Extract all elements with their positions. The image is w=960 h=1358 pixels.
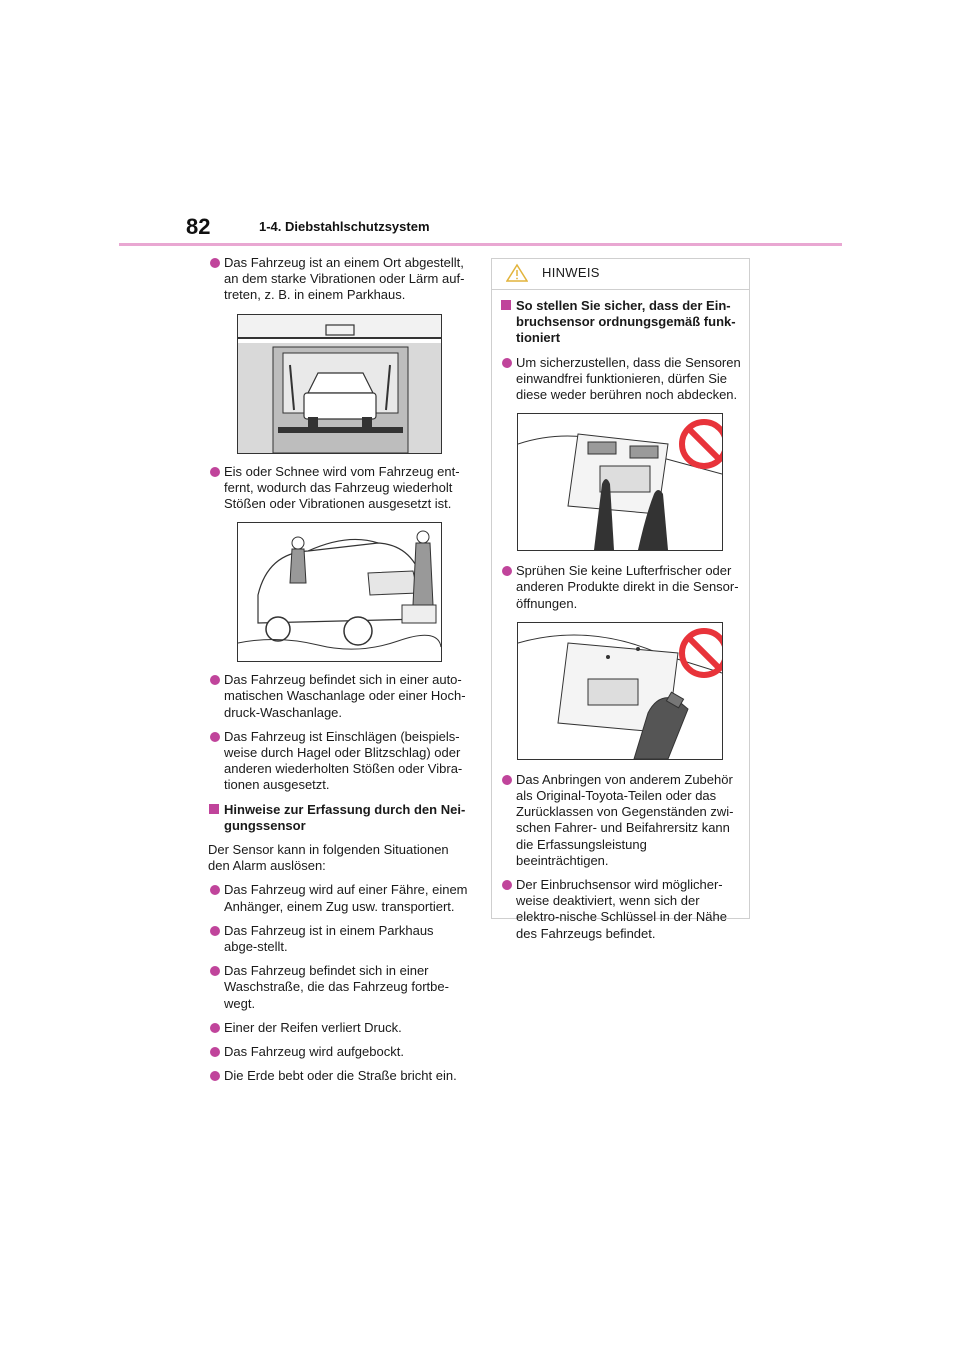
list-item: Eis oder Schnee wird vom Fahrzeug ent-fernt, wodurch das Fahrzeug wiederholt Stößen oder Vibrationen ausgesetzt ist.	[208, 464, 470, 513]
bullet-icon	[210, 1023, 220, 1033]
bullet-icon	[502, 358, 512, 368]
notice-title: HINWEIS	[542, 265, 600, 280]
bullet-icon	[502, 775, 512, 785]
notice-header	[492, 259, 749, 290]
list-item: Die Erde bebt oder die Straße bricht ein.	[208, 1068, 470, 1084]
snow-removal-illustration	[237, 522, 442, 662]
list-item: Das Fahrzeug befindet sich in einer Waschstraße, die das Fahrzeug fortbe-wegt.	[208, 963, 470, 1012]
bullet-icon	[502, 566, 512, 576]
list-item: Das Anbringen von anderem Zubehör als Original-Toyota-Teilen oder das Zurücklassen von Gegenständen zwi-schen Fahrer- und Beifahrersitz kann die Erfassungsleistung beeinträchtigen.	[500, 772, 741, 869]
paragraph: Der Sensor kann in folgenden Situationen den Alarm auslösen:	[208, 842, 449, 874]
car-wash-illustration	[237, 314, 442, 454]
list-item: Einer der Reifen verliert Druck.	[208, 1020, 470, 1036]
bullet-icon	[210, 258, 220, 268]
notice-heading: So stellen Sie sicher, dass der Ein-bruchsensor ordnungsgemäß funk-tioniert	[500, 298, 741, 347]
square-bullet-icon	[501, 300, 511, 310]
bullet-icon	[210, 1047, 220, 1057]
bullet-icon	[210, 675, 220, 685]
notice-box	[491, 258, 750, 941]
list-item: Das Fahrzeug wird aufgebockt.	[208, 1044, 470, 1060]
bullet-icon	[210, 467, 220, 477]
bullet-icon	[210, 885, 220, 895]
section-heading: Hinweise zur Erfassung durch den Nei-gungssensor	[208, 802, 470, 834]
sensor-touch-prohibited-illustration	[517, 413, 723, 551]
list-item: Das Fahrzeug wird auf einer Fähre, einem Anhänger, einem Zug usw. transportiert.	[208, 882, 470, 914]
bullet-icon	[210, 1071, 220, 1081]
list-item: Das Fahrzeug ist Einschlägen (beispiels-weise durch Hagel oder Blitzschlag) oder anderen wiederholten Stößen oder Vibra-tionen ausgesetzt.	[208, 729, 470, 794]
notice-body	[492, 290, 749, 942]
left-column	[208, 255, 470, 1092]
list-item: Um sicherzustellen, dass die Sensoren einwandfrei funktionieren, dürfen Sie diese weder berühren noch abdecken.	[500, 355, 741, 404]
list-item: Das Fahrzeug ist an einem Ort abgestellt, an dem starke Vibrationen oder Lärm auf-treten, z. B. in einem Parkhaus.	[208, 255, 470, 304]
spray-prohibited-illustration	[517, 622, 723, 760]
bullet-icon	[210, 966, 220, 976]
list-item: Sprühen Sie keine Lufterfrischer oder anderen Produkte direkt in die Sensor-öffnungen.	[500, 563, 741, 612]
section-title: 1-4. Diebstahlschutzsystem	[259, 219, 430, 234]
warning-icon	[506, 263, 528, 288]
list-item: Das Fahrzeug befindet sich in einer auto-matischen Waschanlage oder einer Hoch-druck-Waschanlage.	[208, 672, 470, 721]
bullet-icon	[210, 732, 220, 742]
list-item: Der Einbruchsensor wird möglicher-weise deaktiviert, wenn sich der elektro-nische Schlüssel in der Nähe des Fahrzeugs befindet.	[500, 877, 741, 942]
header-rule	[119, 243, 842, 246]
square-bullet-icon	[209, 804, 219, 814]
list-item: Das Fahrzeug ist in einem Parkhaus abge-stellt.	[208, 923, 470, 955]
bullet-icon	[210, 926, 220, 936]
page-number: 82	[186, 214, 211, 239]
bullet-icon	[502, 880, 512, 890]
